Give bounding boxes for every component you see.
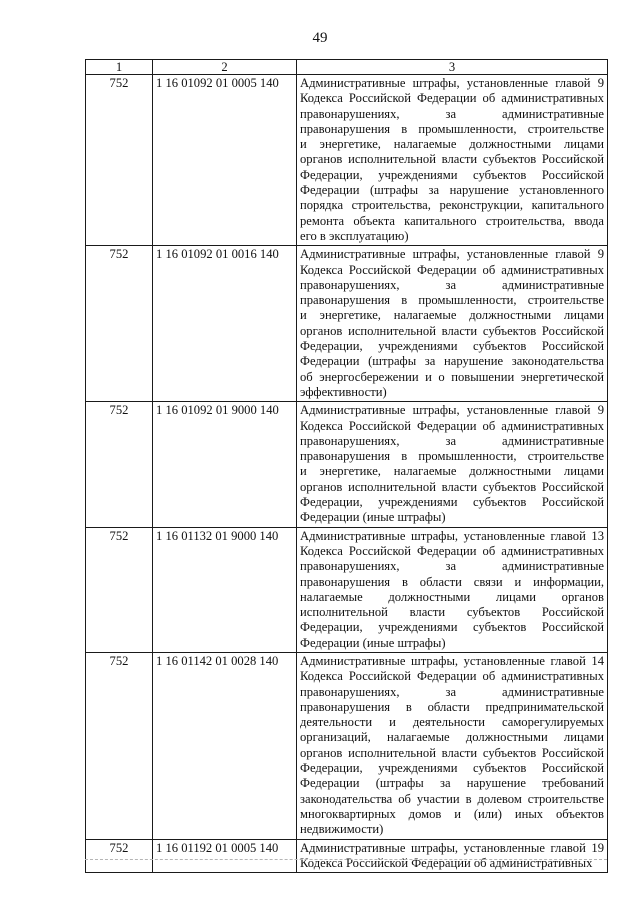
budget-code-cell: 1 16 01092 01 0005 140	[153, 75, 297, 246]
column-header-2: 2	[153, 60, 297, 75]
description-line: органов исполнительной власти субъектов Российской	[300, 323, 604, 338]
description-line: органов исполнительной власти субъектов Российской	[300, 152, 604, 167]
description-cell	[297, 246, 608, 402]
description-line: правонарушения в промышленности, строительстве	[300, 121, 604, 136]
description-line: и энергетике, налагаемые должностными лицами	[300, 464, 604, 479]
description-cell	[297, 75, 608, 246]
column-header-3: 3	[297, 60, 608, 75]
table-row	[86, 75, 608, 246]
description-line: Федерации (иные штрафы)	[300, 510, 446, 525]
description-line: Кодекса Российской Федерации об административных	[300, 418, 604, 433]
description-line: органов исполнительной власти субъектов Российской	[300, 745, 604, 760]
description-line: Федерации, учреждениями субъектов Российской	[300, 620, 604, 635]
description-line: налагаемые должностными лицами органов	[300, 589, 604, 604]
description-line: правонарушениях, за административные	[300, 684, 604, 699]
description-line: правонарушения в промышленности, строительстве	[300, 449, 604, 464]
description-line: Административные штрафы, установленные главой 19	[300, 840, 604, 855]
budget-codes-table	[85, 59, 608, 873]
description-line: Административные штрафы, установленные главой 9	[300, 403, 604, 418]
admin-code-cell: 752	[86, 75, 153, 246]
description-cell	[297, 402, 608, 527]
description-line: Кодекса Российской Федерации об административных	[300, 543, 604, 558]
table-row	[86, 839, 608, 873]
description-line: органов исполнительной власти субъектов Российской	[300, 479, 604, 494]
description-line: Федерации, учреждениями субъектов Российской	[300, 167, 604, 182]
description-line: и энергетике, налагаемые должностными лицами	[300, 137, 604, 152]
admin-code-cell: 752	[86, 839, 153, 873]
description-line: организаций, налагаемые должностными лицами	[300, 730, 604, 745]
description-line: Административные штрафы, установленные главой 14	[300, 653, 604, 668]
budget-code-cell: 1 16 01092 01 9000 140	[153, 402, 297, 527]
description-line: Административные штрафы, установленные главой 13	[300, 528, 604, 543]
description-line: об энергосбережении и о повышении энергетической	[300, 369, 604, 384]
description-line: ремонта объекта капитального строительства, ввода	[300, 213, 604, 228]
budget-code-cell: 1 16 01192 01 0005 140	[153, 839, 297, 873]
description-line: правонарушения в области предпринимательской	[300, 699, 604, 714]
description-cell	[297, 527, 608, 652]
description-line: порядка строительства, реконструкции, капитального	[300, 198, 604, 213]
description-line: правонарушения в области связи и информации,	[300, 574, 604, 589]
description-line: Административные штрафы, установленные главой 9	[300, 76, 604, 90]
description-cell	[297, 652, 608, 839]
description-line: Кодекса Российской Федерации об административных	[300, 91, 604, 106]
description-line: Федерации (штрафы за нарушение законодательства	[300, 354, 604, 369]
table-row	[86, 402, 608, 527]
description-cell	[297, 839, 608, 873]
description-line: правонарушениях, за административные	[300, 433, 604, 448]
description-line: Кодекса Российской Федерации об административных	[300, 262, 604, 277]
column-header-1: 1	[86, 60, 153, 75]
description-line: Федерации (иные штрафы)	[300, 635, 446, 650]
admin-code-cell: 752	[86, 402, 153, 527]
description-line: эффективности)	[300, 384, 387, 399]
description-line: недвижимости)	[300, 822, 384, 837]
budget-code-cell: 1 16 01142 01 0028 140	[153, 652, 297, 839]
description-line: деятельности и деятельности саморегулируемых	[300, 715, 604, 730]
description-line: Административные штрафы, установленные главой 9	[300, 247, 604, 262]
admin-code-cell: 752	[86, 246, 153, 402]
description-line: Федерации (штрафы за нарушение установленного	[300, 183, 604, 198]
table-row	[86, 527, 608, 652]
table-header-row	[86, 60, 608, 75]
admin-code-cell: 752	[86, 527, 153, 652]
description-line: исполнительной власти субъектов Российской	[300, 605, 604, 620]
description-line: законодательства об участии в долевом строительстве	[300, 791, 604, 806]
admin-code-cell: 752	[86, 652, 153, 839]
table-row	[86, 246, 608, 402]
description-line: Федерации (штрафы за нарушение требований	[300, 776, 604, 791]
budget-code-cell: 1 16 01132 01 9000 140	[153, 527, 297, 652]
description-line: Федерации, учреждениями субъектов Российской	[300, 495, 604, 510]
description-line: многоквартирных домов и (или) иных объектов	[300, 806, 604, 821]
description-line: правонарушениях, за административные	[300, 106, 604, 121]
description-line: Кодекса Российской Федерации об административных	[300, 855, 593, 870]
description-line: Федерации, учреждениями субъектов Российской	[300, 761, 604, 776]
page-number: 49	[312, 30, 328, 46]
page-bottom-rule	[85, 859, 607, 860]
description-line: Федерации, учреждениями субъектов Российской	[300, 339, 604, 354]
description-line: его в эксплуатацию)	[300, 228, 409, 243]
description-line: правонарушения в промышленности, строительстве	[300, 293, 604, 308]
description-line: правонарушениях, за административные	[300, 559, 604, 574]
description-line: Кодекса Российской Федерации об административных	[300, 669, 604, 684]
description-line: и энергетике, налагаемые должностными лицами	[300, 308, 604, 323]
budget-code-cell: 1 16 01092 01 0016 140	[153, 246, 297, 402]
table-row	[86, 652, 608, 839]
description-line: правонарушениях, за административные	[300, 277, 604, 292]
